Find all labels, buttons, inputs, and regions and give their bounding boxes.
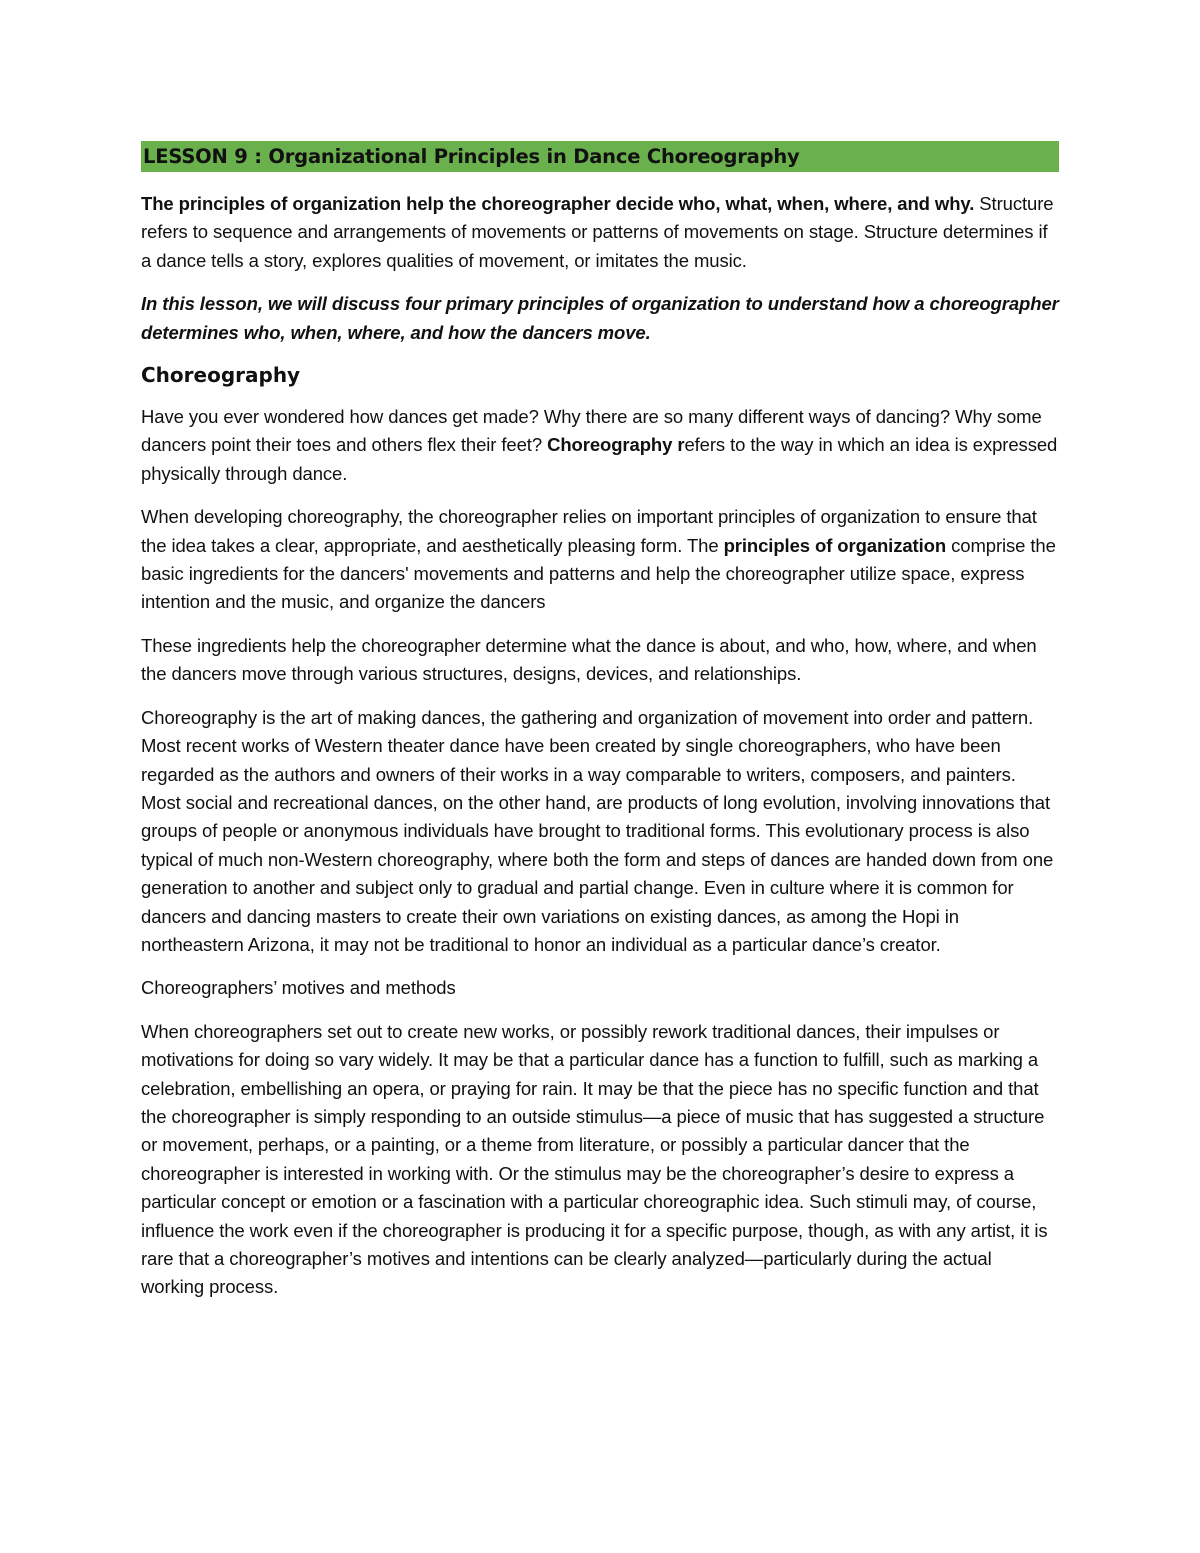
intro-bold-sentence: The principles of organization help the choreographer decide who, what, when, where, and why. [141, 193, 975, 214]
paragraph-1 [141, 403, 1059, 488]
lesson-title-bar [141, 141, 1059, 172]
paragraph-2-part-a: When developing choreography, the choreographer relies on important principles of organization to ensure that the idea takes a clear, appropriate, and aesthetically pleasing form. The [141, 506, 1037, 556]
intro-paragraph [141, 190, 1059, 275]
lesson-overview: In this lesson, we will discuss four primary principles of organization to understand how a choreographer determines who, when, where, and how the dancers move. [141, 293, 1059, 343]
paragraph-2-part-b: comprise the basic ingredients for the dancers' movements and patterns and help the choreographer utilize space, express intention and the music, and organize the dancers [141, 534, 1056, 613]
subheading: Choreographers’ motives and methods [141, 977, 456, 999]
paragraph-3: These ingredients help the choreographer determine what the dance is about, and who, how, where, and when the dancers move through various structures, designs, devices, and relationships. [141, 634, 1037, 685]
paragraph-1-part-a: Have you ever wondered how dances get made? Why there are so many different ways of dancing? Why some dancers point their toes and others flex their feet? [141, 406, 1042, 456]
paragraph-1-part-b: efers to the way in which an idea is expressed physically through dance. [141, 434, 1058, 484]
paragraph-1-term: Choreography r [547, 434, 685, 456]
paragraph-2-term: principles of organization [723, 534, 947, 556]
document-page [141, 141, 1059, 1317]
lesson-title: LESSON 9 : Organizational Principles in Dance Choreography [143, 145, 800, 168]
section-heading: Choreography [141, 363, 301, 388]
intro-rest: Structure refers to sequence and arrangements of movements or patterns of movements on stage. Structure determines if a dance tells a story, explores qualities of movement, or imitates the music. [141, 193, 1054, 271]
paragraph-4: Choreography is the art of making dances, the gathering and organization of movement into order and pattern. Most recent works of Western theater dance have been created by single choreographers, who have been regarded as the authors and owners of their works in a way comparable to writers, composers, and painters. Most social and recreational dances, on the other hand, are products of long evolution, involving innovations that groups of people or anonymous individuals have brought to traditional forms. This evolutionary process is also typical of much non-Western choreography, where both the form and steps of dances are handed down from one generation to another and subject only to gradual and partial change. Even in culture where it is common for dancers and dancing masters to create their own variations on existing dances, as among the Hopi in northeastern Arizona, it may not be traditional to honor an individual as a particular dance’s creator. [141, 706, 1054, 955]
paragraph-5: When choreographers set out to create new works, or possibly rework traditional dances, their impulses or motivations for doing so vary widely. It may be that a particular dance has a function to fulfill, such as marking a celebration, embellishing an opera, or praying for rain. It may be that the piece has no specific function and that the choreographer is simply responding to an outside stimulus—a piece of music that has suggested a structure or movement, perhaps, or a painting, or a theme from literature, or possibly a particular dancer that the choreographer is interested in working with. Or the stimulus may be the choreographer’s desire to express a particular concept or emotion or a fascination with a particular choreographic idea. Such stimuli may, of course, influence the work even if the choreographer is producing it for a specific purpose, though, as with any artist, it is rare that a choreographer’s motives and intentions can be clearly analyzed—particularly during the actual working process. [141, 1020, 1048, 1298]
paragraph-2 [141, 503, 1059, 617]
